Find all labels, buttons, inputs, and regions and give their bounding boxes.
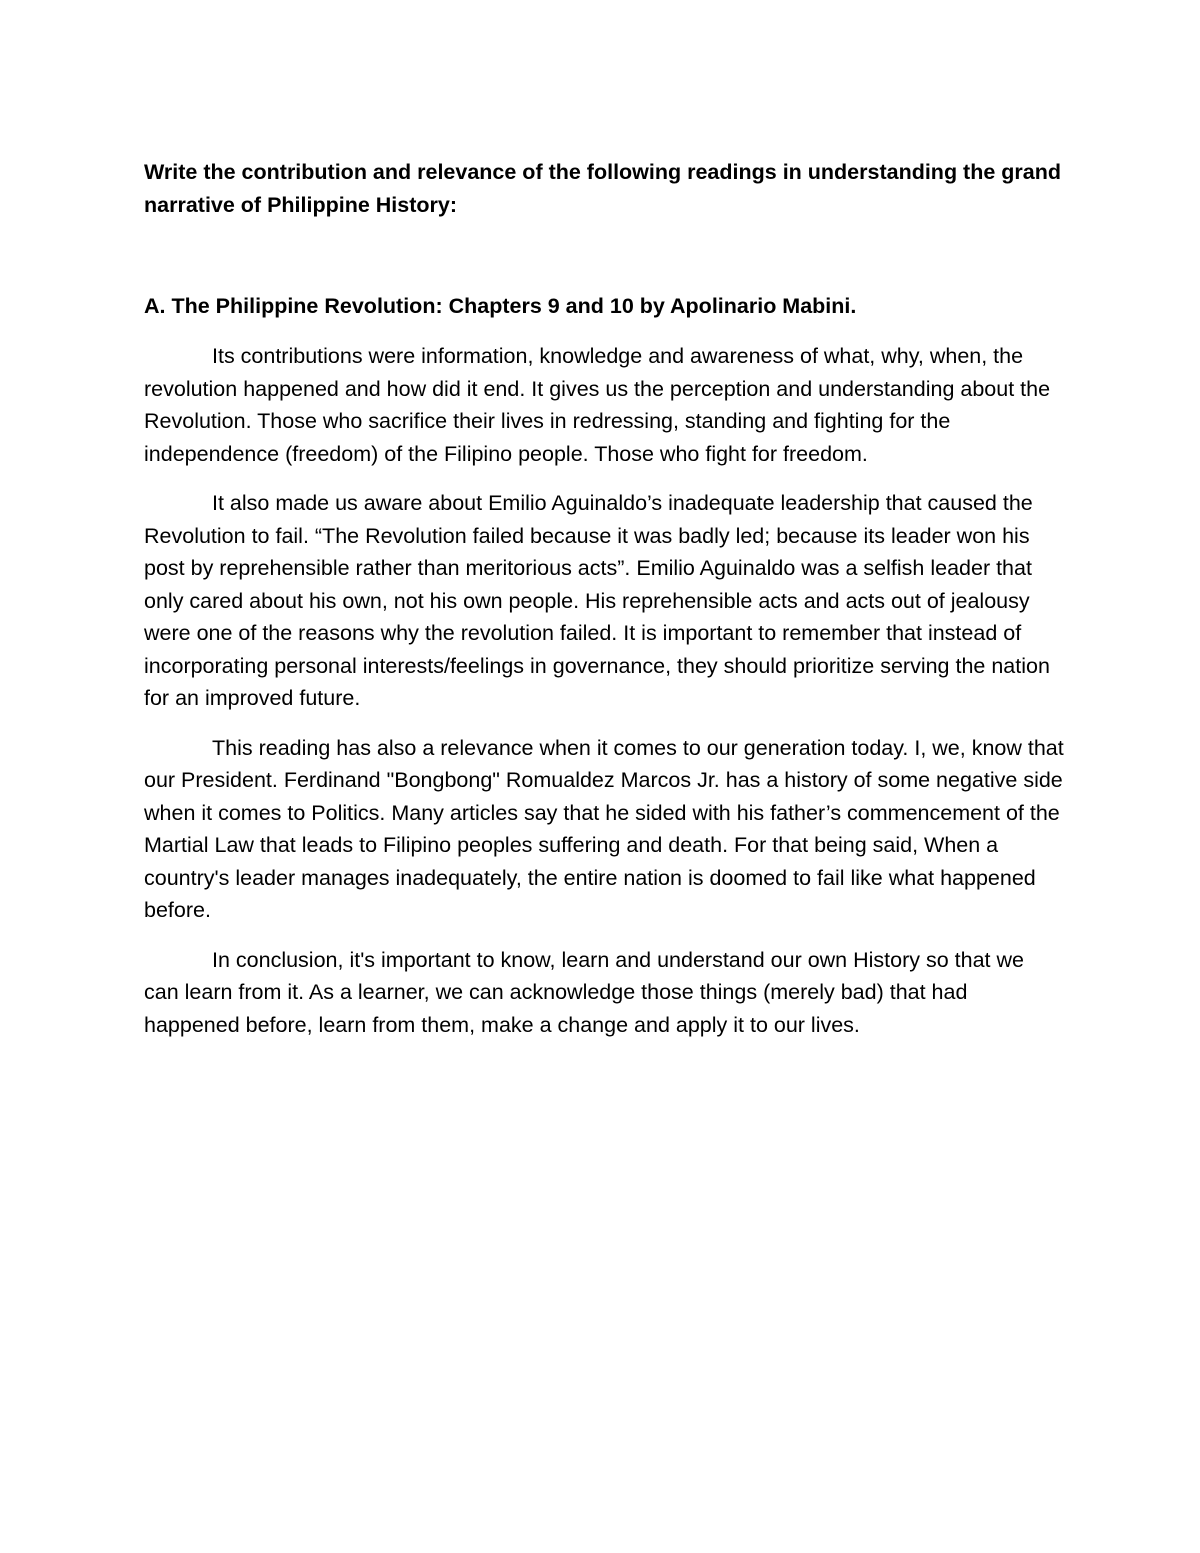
paragraph-relevance-today: This reading has also a relevance when it comes to our generation today. I, we, know that our President. Ferdinand "Bongbong" Romualdez Marcos Jr. has a history of some negative side when it comes to Politics. Many articles say that he sided with his father’s commencement of the Martial Law that leads to Filipino peoples suffering and death. For that being said, When a country's leader manages inadequately, the entire nation is doomed to fail like what happened before. <box>144 735 1064 922</box>
instruction-prompt: Write the contribution and relevance of the following readings in understanding the grand narrative of Philippine History: <box>144 160 1061 217</box>
essay-body <box>144 340 1064 1058</box>
paragraph-contributions: Its contributions were information, knowledge and awareness of what, why, when, the revolution happened and how did it end. It gives us the perception and understanding about the Revolution. Those who sacrifice their lives in redressing, standing and fighting for the independence (freedom) of the Filipino people. Those who fight for freedom. <box>144 344 1051 466</box>
paragraph-conclusion: In conclusion, it's important to know, learn and understand our own History so that we can learn from it. As a learner, we can acknowledge those things (merely bad) that had happened before, learn from them, make a change and apply it to our lives. <box>144 947 1024 1037</box>
paragraph-aguinaldo-leadership: It also made us aware about Emilio Aguinaldo’s inadequate leadership that caused the Revolution to fail. “The Revolution failed because it was badly led; because its leader won his post by reprehensible rather than meritorious acts”. Emilio Aguinaldo was a selfish leader that only cared about his own, not his own people. His reprehensible acts and acts out of jealousy were one of the reasons why the revolution failed. It is important to remember that instead of incorporating personal interests/feelings in governance, they should prioritize serving the nation for an improved future. <box>144 491 1050 710</box>
section-heading: A. The Philippine Revolution: Chapters 9 and 10 by Apolinario Mabini. <box>144 294 857 318</box>
